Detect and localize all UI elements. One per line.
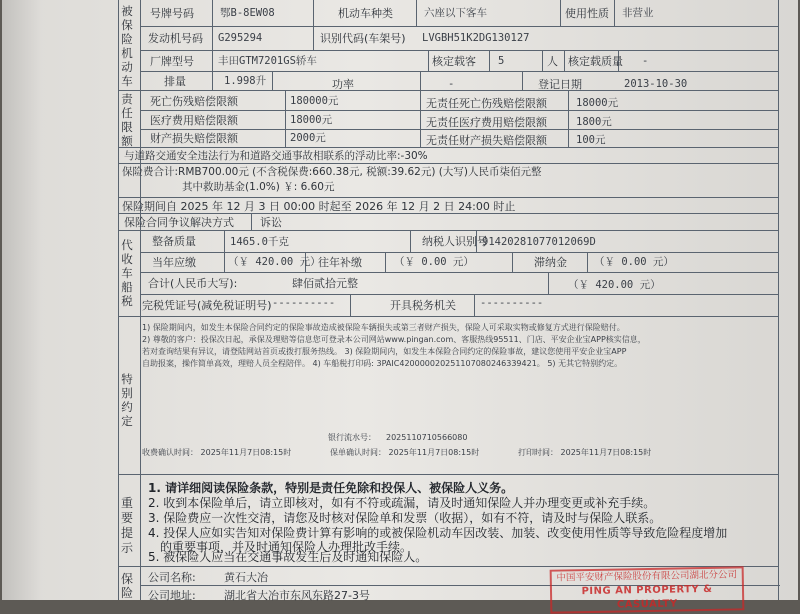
notice-section-label: 重要提示 bbox=[120, 496, 133, 555]
insurance-policy-document bbox=[2, 0, 798, 611]
tax-certificate-value: ---------- bbox=[272, 297, 336, 309]
displacement-label: 排量 bbox=[164, 75, 186, 88]
curb-weight-label: 整备质量 bbox=[152, 235, 196, 248]
notice-item-1: 1. 请详细阅读保险条款，特别是责任免除和投保人、被保险人义务。 bbox=[148, 481, 514, 495]
nofault-medical-label: 无责任医疗费用赔偿限额 bbox=[426, 116, 547, 129]
load-mass-label: 核定载质量 bbox=[568, 55, 623, 68]
vin-value: LVGBH51K2DG130127 bbox=[422, 32, 530, 44]
notice-item-3: 3. 保险费应一次性交清，请您及时核对保险单和发票（收据），如有不符，请及时与保险人联系。 bbox=[148, 511, 662, 525]
bank-serial-label: 银行流水号： bbox=[328, 433, 376, 442]
photo-shadow bbox=[2, 0, 42, 600]
notice-item-4-cont: 的重要事项，并及时通知保险人办理批改手续。 bbox=[160, 540, 413, 554]
engine-number-value: G295294 bbox=[218, 32, 263, 44]
curb-weight-value: 1465.0千克 bbox=[230, 236, 289, 248]
medical-limit-label: 医疗费用赔偿限额 bbox=[150, 114, 238, 127]
notice-item-5: 5. 被保险人应当在交通事故发生后及时通知保险人。 bbox=[148, 550, 428, 564]
rescue-fund-text: 其中救助基金(1.0%) ￥: 6.60元 bbox=[182, 181, 335, 193]
model-label: 厂牌型号 bbox=[150, 55, 194, 68]
tax-total-words: 肆佰贰拾元整 bbox=[292, 277, 358, 290]
past-year-tax-label: 往年补缴 bbox=[318, 256, 362, 269]
nofault-death-value: 18000元 bbox=[576, 97, 619, 109]
premium-total-text: 保险费合计:RMB700.00元 (不含税保费:660.38元, 税额:39.62元) (大写)人民币柒佰元整 bbox=[122, 166, 542, 178]
late-fee-value: （￥ 0.00 元） bbox=[594, 256, 674, 268]
nofault-death-label: 无责任死亡伤残赔偿限额 bbox=[426, 97, 547, 110]
plate-label: 号牌号码 bbox=[150, 7, 194, 20]
vehicle-type-label: 机动车种类 bbox=[338, 7, 393, 20]
company-seal-stamp bbox=[550, 566, 745, 613]
print-time: 打印时间： 2025年11月7日08:15时 bbox=[518, 448, 652, 457]
company-name-value: 黄石大冶 bbox=[224, 571, 268, 584]
seats-unit: 人 bbox=[547, 55, 558, 68]
bank-serial-value: 2025110710566080 bbox=[386, 433, 468, 442]
nofault-property-value: 100元 bbox=[576, 134, 606, 146]
property-limit-label: 财产损失赔偿限额 bbox=[150, 132, 238, 145]
nofault-property-label: 无责任财产损失赔偿限额 bbox=[426, 134, 547, 147]
special-clause-2: 2) 尊敬的客户：投保次日起，承保及理赔等信息您可登录本公司网站www.pingan.com、客服热线95511、门店、平安企业宝APP核实信息， bbox=[142, 335, 646, 344]
tax-certificate-label: 完税凭证号(减免税证明号) bbox=[142, 299, 272, 312]
fee-confirm-time: 收费确认时间： 2025年11月7日08:15时 bbox=[142, 448, 292, 457]
taxpayer-id-value: 91420281077012069D bbox=[482, 236, 596, 248]
company-address-label: 公司地址: bbox=[148, 589, 196, 602]
special-clause-1: 1) 保险期间内，如发生本保险合同约定的保险事故造成被保险车辆损失或第三者财产损失，保险人可采取实物或修复方式进行保险赔付。 bbox=[142, 323, 625, 332]
special-clause-3: 若对查询结果有异议，请登陆网站首页或拨打服务热线。 3) 保险期间内，如发生本保险合同约定的保险事故，建议您使用平安企业宝APP bbox=[142, 347, 627, 356]
tax-section-label: 代收车船税 bbox=[121, 238, 133, 308]
policy-confirm-time: 保单确认时间： 2025年11月7日08:15时 bbox=[330, 448, 480, 457]
liability-section-label: 责任限额 bbox=[121, 92, 133, 148]
power-label: 功率 bbox=[332, 78, 354, 91]
use-nature-label: 使用性质 bbox=[565, 7, 609, 20]
load-mass-value: - bbox=[642, 55, 649, 67]
current-year-tax-value: （￥ 420.00 元） bbox=[228, 256, 321, 268]
vin-label: 识别代码(车架号) bbox=[320, 32, 406, 45]
stamp-cn-text: 中国平安财产保险股份有限公司湖北分公司 bbox=[556, 569, 738, 584]
special-section-label: 特别约定 bbox=[121, 372, 133, 428]
dispute-resolution-label: 保险合同争议解决方式 bbox=[124, 216, 234, 229]
special-clause-4: 自助报案，操作简单高效，理赔人员全程陪伴。 4) 车船税打印码: 3PAIC42000002025110708024633942​1。 5) 无其它特别约定。 bbox=[142, 359, 623, 368]
notice-item-4: 4. 投保人应如实告知对保险费计算有影响的或被保险机动车因改装、加装、改变使用性质等导致危险程度增加 bbox=[148, 526, 728, 540]
tax-office-label: 开具税务机关 bbox=[390, 299, 456, 312]
power-value: - bbox=[448, 78, 455, 90]
registration-date-value: 2013-10-30 bbox=[624, 78, 688, 90]
property-limit-value: 2000元 bbox=[290, 132, 326, 144]
seats-value: 5 bbox=[498, 55, 505, 67]
medical-limit-value: 18000元 bbox=[290, 114, 333, 126]
tax-office-value: ---------- bbox=[480, 297, 544, 309]
registration-date-label: 登记日期 bbox=[538, 78, 582, 91]
model-value: 丰田GTM7201GS轿车 bbox=[218, 55, 317, 67]
tax-total-label: 合计(人民币大写): bbox=[148, 277, 238, 290]
company-address-value: 湖北省大冶市东风东路27-3号 bbox=[224, 589, 370, 602]
taxpayer-id-label: 纳税人识别号 bbox=[422, 235, 488, 248]
death-limit-value: 180000元 bbox=[290, 95, 339, 107]
nofault-medical-value: 1800元 bbox=[576, 116, 612, 128]
stamp-en-text: PING AN PROPERTY & CASUALTY bbox=[581, 583, 713, 611]
current-year-tax-label: 当年应缴 bbox=[152, 256, 196, 269]
insurer-section-label: 保险 bbox=[120, 572, 133, 600]
vehicle-section-label: 被保险机动车 bbox=[121, 4, 133, 88]
insurance-period-text: 保险期间自 2025 年 12 月 3 日 00:00 时起至 2026 年 12 月 2 日 24:00 时止 bbox=[122, 200, 516, 213]
company-name-label: 公司名称: bbox=[148, 571, 196, 584]
late-fee-label: 滞纳金 bbox=[534, 256, 567, 269]
vehicle-type-value: 六座以下客车 bbox=[424, 7, 487, 19]
seats-label: 核定载客 bbox=[432, 55, 476, 68]
notice-item-2: 2. 收到本保险单后，请立即核对，如有不符或疏漏，请及时通知保险人并办理变更或补充手续。 bbox=[148, 496, 656, 510]
death-limit-label: 死亡伤残赔偿限额 bbox=[150, 95, 238, 108]
dispute-resolution-value: 诉讼 bbox=[260, 216, 282, 229]
tax-total-amount: （￥ 420.00 元） bbox=[568, 279, 661, 291]
float-ratio-text: 与道路交通安全违法行为和道路交通事故相联系的浮动比率:-30% bbox=[124, 150, 428, 162]
engine-number-label: 发动机号码 bbox=[148, 32, 203, 45]
displacement-value: 1.998升 bbox=[224, 75, 267, 87]
past-year-tax-value: （￥ 0.00 元） bbox=[394, 256, 474, 268]
plate-value: 鄂B-8EW08 bbox=[220, 7, 275, 19]
use-nature-value: 非营业 bbox=[622, 7, 654, 19]
